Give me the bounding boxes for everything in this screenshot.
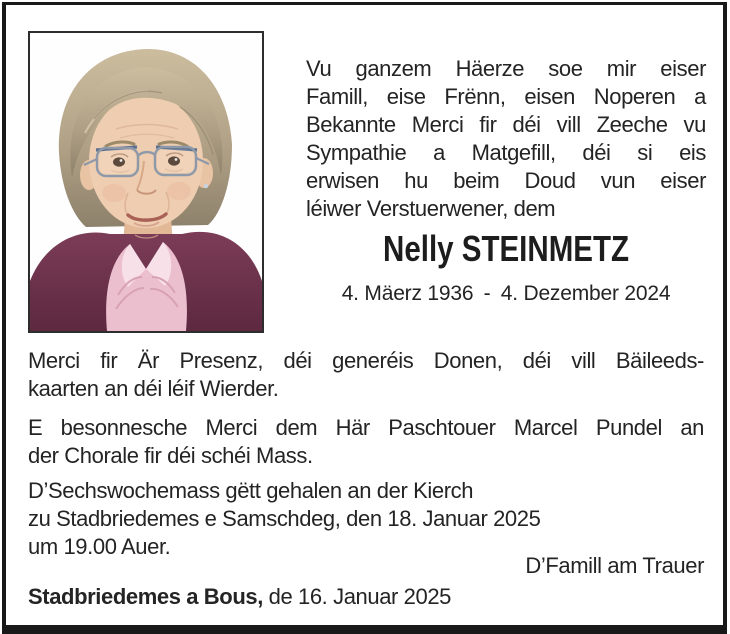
life-dates: 4. Mäerz 1936 - 4. Dezember 2024 xyxy=(341,282,671,305)
condolence-intro xyxy=(306,55,706,223)
thanks-line-1: Merci fir Är Presenz, déi generéis Donen, déi vill Bäileeds- xyxy=(28,348,704,373)
deceased-name xyxy=(306,228,706,270)
intro-line-1: Vu ganzem Häerze soe mir eiser xyxy=(306,56,706,81)
earring xyxy=(204,184,208,188)
deceased-name-text: Nelly STEINMETZ xyxy=(382,228,630,269)
intro-line-4: Sympathie a Matgefill, déi si eis xyxy=(306,140,706,165)
family-signature: D’Famill am Trauer xyxy=(525,553,704,578)
mass-line-2: zu Stadbriedemes e Samschdeg, den 18. Januar 2025 xyxy=(28,506,541,531)
priest-thanks-line-1: E besonnesche Merci dem Här Paschtouer Marcel Pundel an xyxy=(28,415,704,440)
thanks-line-2: kaarten an déi léif Wierder. xyxy=(28,376,279,401)
place-name: Stadbriedemes a Bous, xyxy=(28,584,263,609)
mass-line-3: um 19.00 Auer. xyxy=(28,534,171,559)
portrait-illustration xyxy=(30,33,262,331)
intro-line-3: Bekannte Merci fir déi vill Zeeche vu xyxy=(306,112,706,137)
intro-line-5: erwisen hu beim Doud vun eiser xyxy=(306,168,706,193)
intro-line-2: Famill, eise Frënn, eisen Noperen a xyxy=(306,84,706,109)
place-date-line xyxy=(28,583,704,611)
portrait-photo xyxy=(28,31,264,333)
issue-date: de 16. Januar 2025 xyxy=(262,584,452,609)
intro-line-6: léiwer Verstuerwener, dem xyxy=(306,196,556,221)
thanks-paragraph xyxy=(28,347,704,403)
mass-line-1: D’Sechswochemass gëtt gehalen an der Kierch xyxy=(28,478,474,503)
priest-thanks-paragraph xyxy=(28,414,704,470)
priest-thanks-line-2: der Chorale fir déi schéi Mass. xyxy=(28,443,313,468)
mass-announcement xyxy=(28,477,704,561)
